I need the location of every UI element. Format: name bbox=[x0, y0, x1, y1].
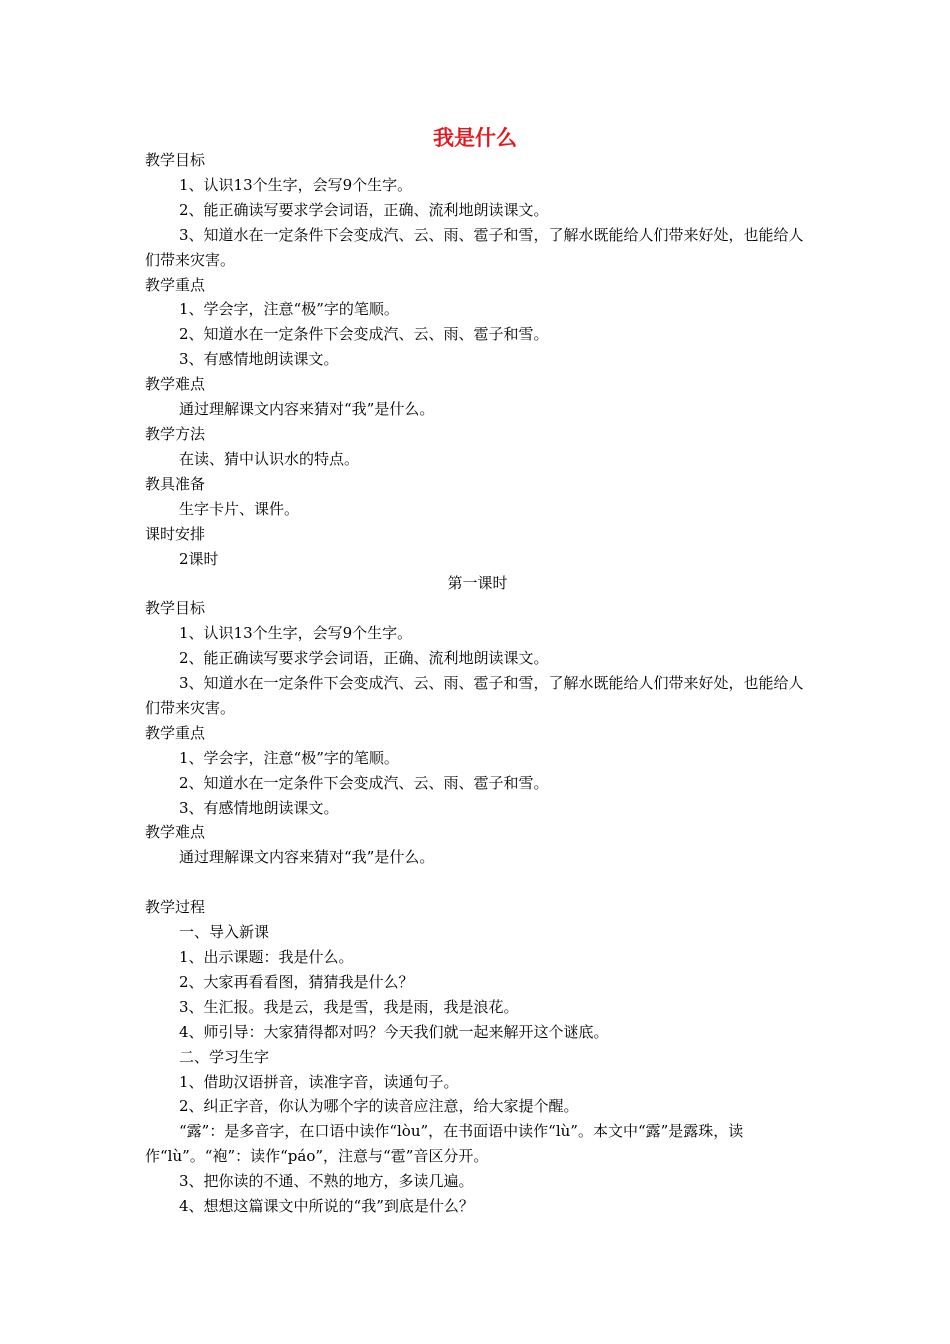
section-heading: 课时安排 bbox=[145, 524, 206, 543]
paragraph: 1、学会字，注意“极”字的笔顺。 bbox=[179, 300, 399, 319]
paragraph: 2、能正确读写要求学会词语，正确、流利地朗读课文。 bbox=[179, 200, 549, 219]
section-heading: 教学重点 bbox=[145, 275, 206, 294]
section-heading: 教学过程 bbox=[145, 898, 206, 917]
paragraph: 1、借助汉语拼音，读准字音，读通句子。 bbox=[179, 1072, 459, 1091]
paragraph: 3、知道水在一定条件下会变成汽、云、雨、雹子和雪，了解水既能给人们带来好处，也能给人们带来灾害。 bbox=[145, 674, 804, 717]
section-heading: 教具准备 bbox=[145, 474, 206, 493]
section-heading: 教学目标 bbox=[145, 151, 206, 169]
document-body bbox=[145, 148, 810, 1219]
paragraph: 1、认识13个生字，会写9个生字。 bbox=[179, 175, 413, 194]
document-title: 我是什么 bbox=[433, 125, 517, 150]
paragraph: 一、导入新课 bbox=[179, 923, 270, 942]
paragraph: 4、想想这篇课文中所说的“我”到底是什么？ bbox=[179, 1197, 474, 1216]
paragraph: 生字卡片、课件。 bbox=[179, 499, 300, 518]
paragraph: 3、把你读的不通、不熟的地方，多读几遍。 bbox=[179, 1172, 474, 1191]
paragraph: 2课时 bbox=[179, 549, 219, 568]
paragraph: 3、生汇报。我是云，我是雪，我是雨，我是浪花。 bbox=[179, 997, 519, 1016]
paragraph: 二、学习生字 bbox=[179, 1047, 270, 1066]
section-heading: 教学难点 bbox=[145, 823, 206, 842]
section-heading: 教学方法 bbox=[145, 424, 206, 443]
section-heading: 教学难点 bbox=[145, 375, 206, 394]
paragraph: 3、知道水在一定条件下会变成汽、云、雨、雹子和雪，了解水既能给人们带来好处，也能给人们带来灾害。 bbox=[145, 225, 804, 269]
section-heading: 教学重点 bbox=[145, 723, 206, 742]
paragraph: 在读、猜中认识水的特点。 bbox=[179, 449, 360, 468]
paragraph: 3、有感情地朗读课文。 bbox=[179, 350, 339, 369]
paragraph: 通过理解课文内容来猜对“我”是什么。 bbox=[179, 400, 435, 419]
lesson-subheading: 第一课时 bbox=[447, 574, 508, 593]
blank-line bbox=[145, 870, 810, 895]
paragraph: “露”：是多音字，在口语中读作“lòu”，在书面语中读作“lù”。本文中“露”是露珠，读作“lù”。“袍”：读作“páo”，注意与“雹”音区分开。 bbox=[145, 1122, 744, 1166]
paragraph: 2、知道水在一定条件下会变成汽、云、雨、雹子和雪。 bbox=[179, 773, 549, 792]
paragraph: 2、纠正字音，你认为哪个字的读音应注意，给大家提个醒。 bbox=[179, 1097, 579, 1116]
paragraph: 2、知道水在一定条件下会变成汽、云、雨、雹子和雪。 bbox=[179, 325, 549, 344]
paragraph: 2、大家再看看图，猜猜我是什么？ bbox=[179, 972, 414, 991]
paragraph: 1、出示课题：我是什么。 bbox=[179, 947, 354, 966]
paragraph: 1、学会字，注意“极”字的笔顺。 bbox=[179, 748, 399, 767]
paragraph: 2、能正确读写要求学会词语，正确、流利地朗读课文。 bbox=[179, 649, 549, 668]
paragraph: 通过理解课文内容来猜对“我”是什么。 bbox=[179, 848, 435, 867]
paragraph: 4、师引导：大家猜得都对吗？今天我们就一起来解开这个谜底。 bbox=[179, 1022, 609, 1041]
paragraph: 1、认识13个生字，会写9个生字。 bbox=[179, 624, 413, 643]
paragraph: 3、有感情地朗读课文。 bbox=[179, 798, 339, 817]
section-heading: 教学目标 bbox=[145, 599, 206, 618]
